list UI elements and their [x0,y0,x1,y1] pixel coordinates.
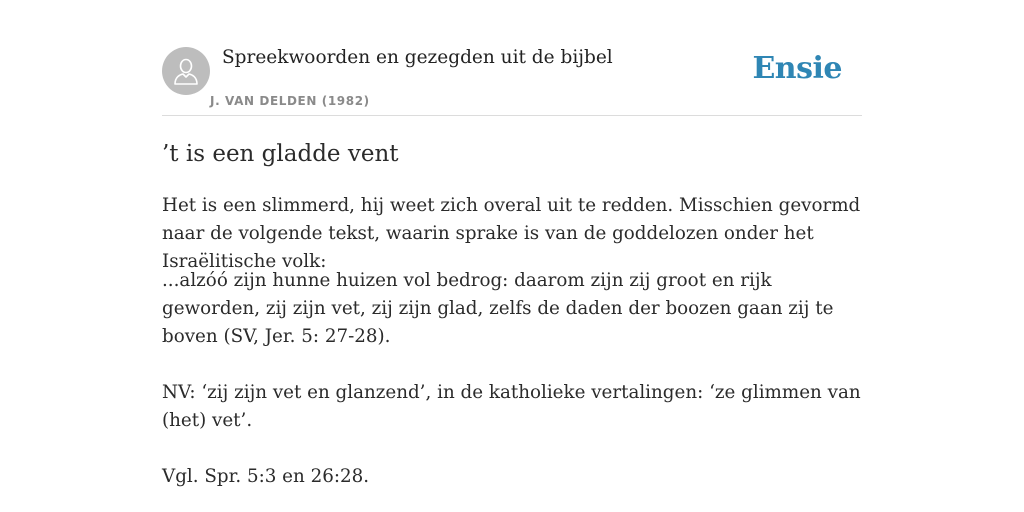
entry-reference: Vgl. Spr. 5:3 en 26:28. [162,466,370,487]
brand-logo[interactable]: Ensie [752,51,842,86]
entry-paragraph: Het is een slimmerd, hij weet zich overal uit te redden. Misschien gevormd naar de volgende tekst, waarin sprake is van de goddelozen onder het Israëlitische volk: [162,195,861,272]
avatar[interactable] [162,47,210,95]
entry-quote: ...alzóó zijn hunne huizen vol bedrog: daarom zijn zij groot en rijk geworden, zij zijn vet, zij zijn glad, zelfs de daden der boozen gaan zij te boven (SV, Jer. 5: 27-28). [162,270,834,347]
author-name[interactable]: J. VAN DELDEN (1982) [210,94,370,108]
header [162,0,862,116]
book-title[interactable]: Spreekwoorden en gezegden uit de bijbel [222,47,613,68]
entry-title: ’t is een gladde vent [162,141,399,167]
user-silhouette-icon [172,56,200,86]
entry-paragraph: NV: ‘zij zijn vet en glanzend’, in de katholieke vertalingen: ‘ze glimmen van (het) vet’. [162,382,861,431]
page [162,0,862,487]
